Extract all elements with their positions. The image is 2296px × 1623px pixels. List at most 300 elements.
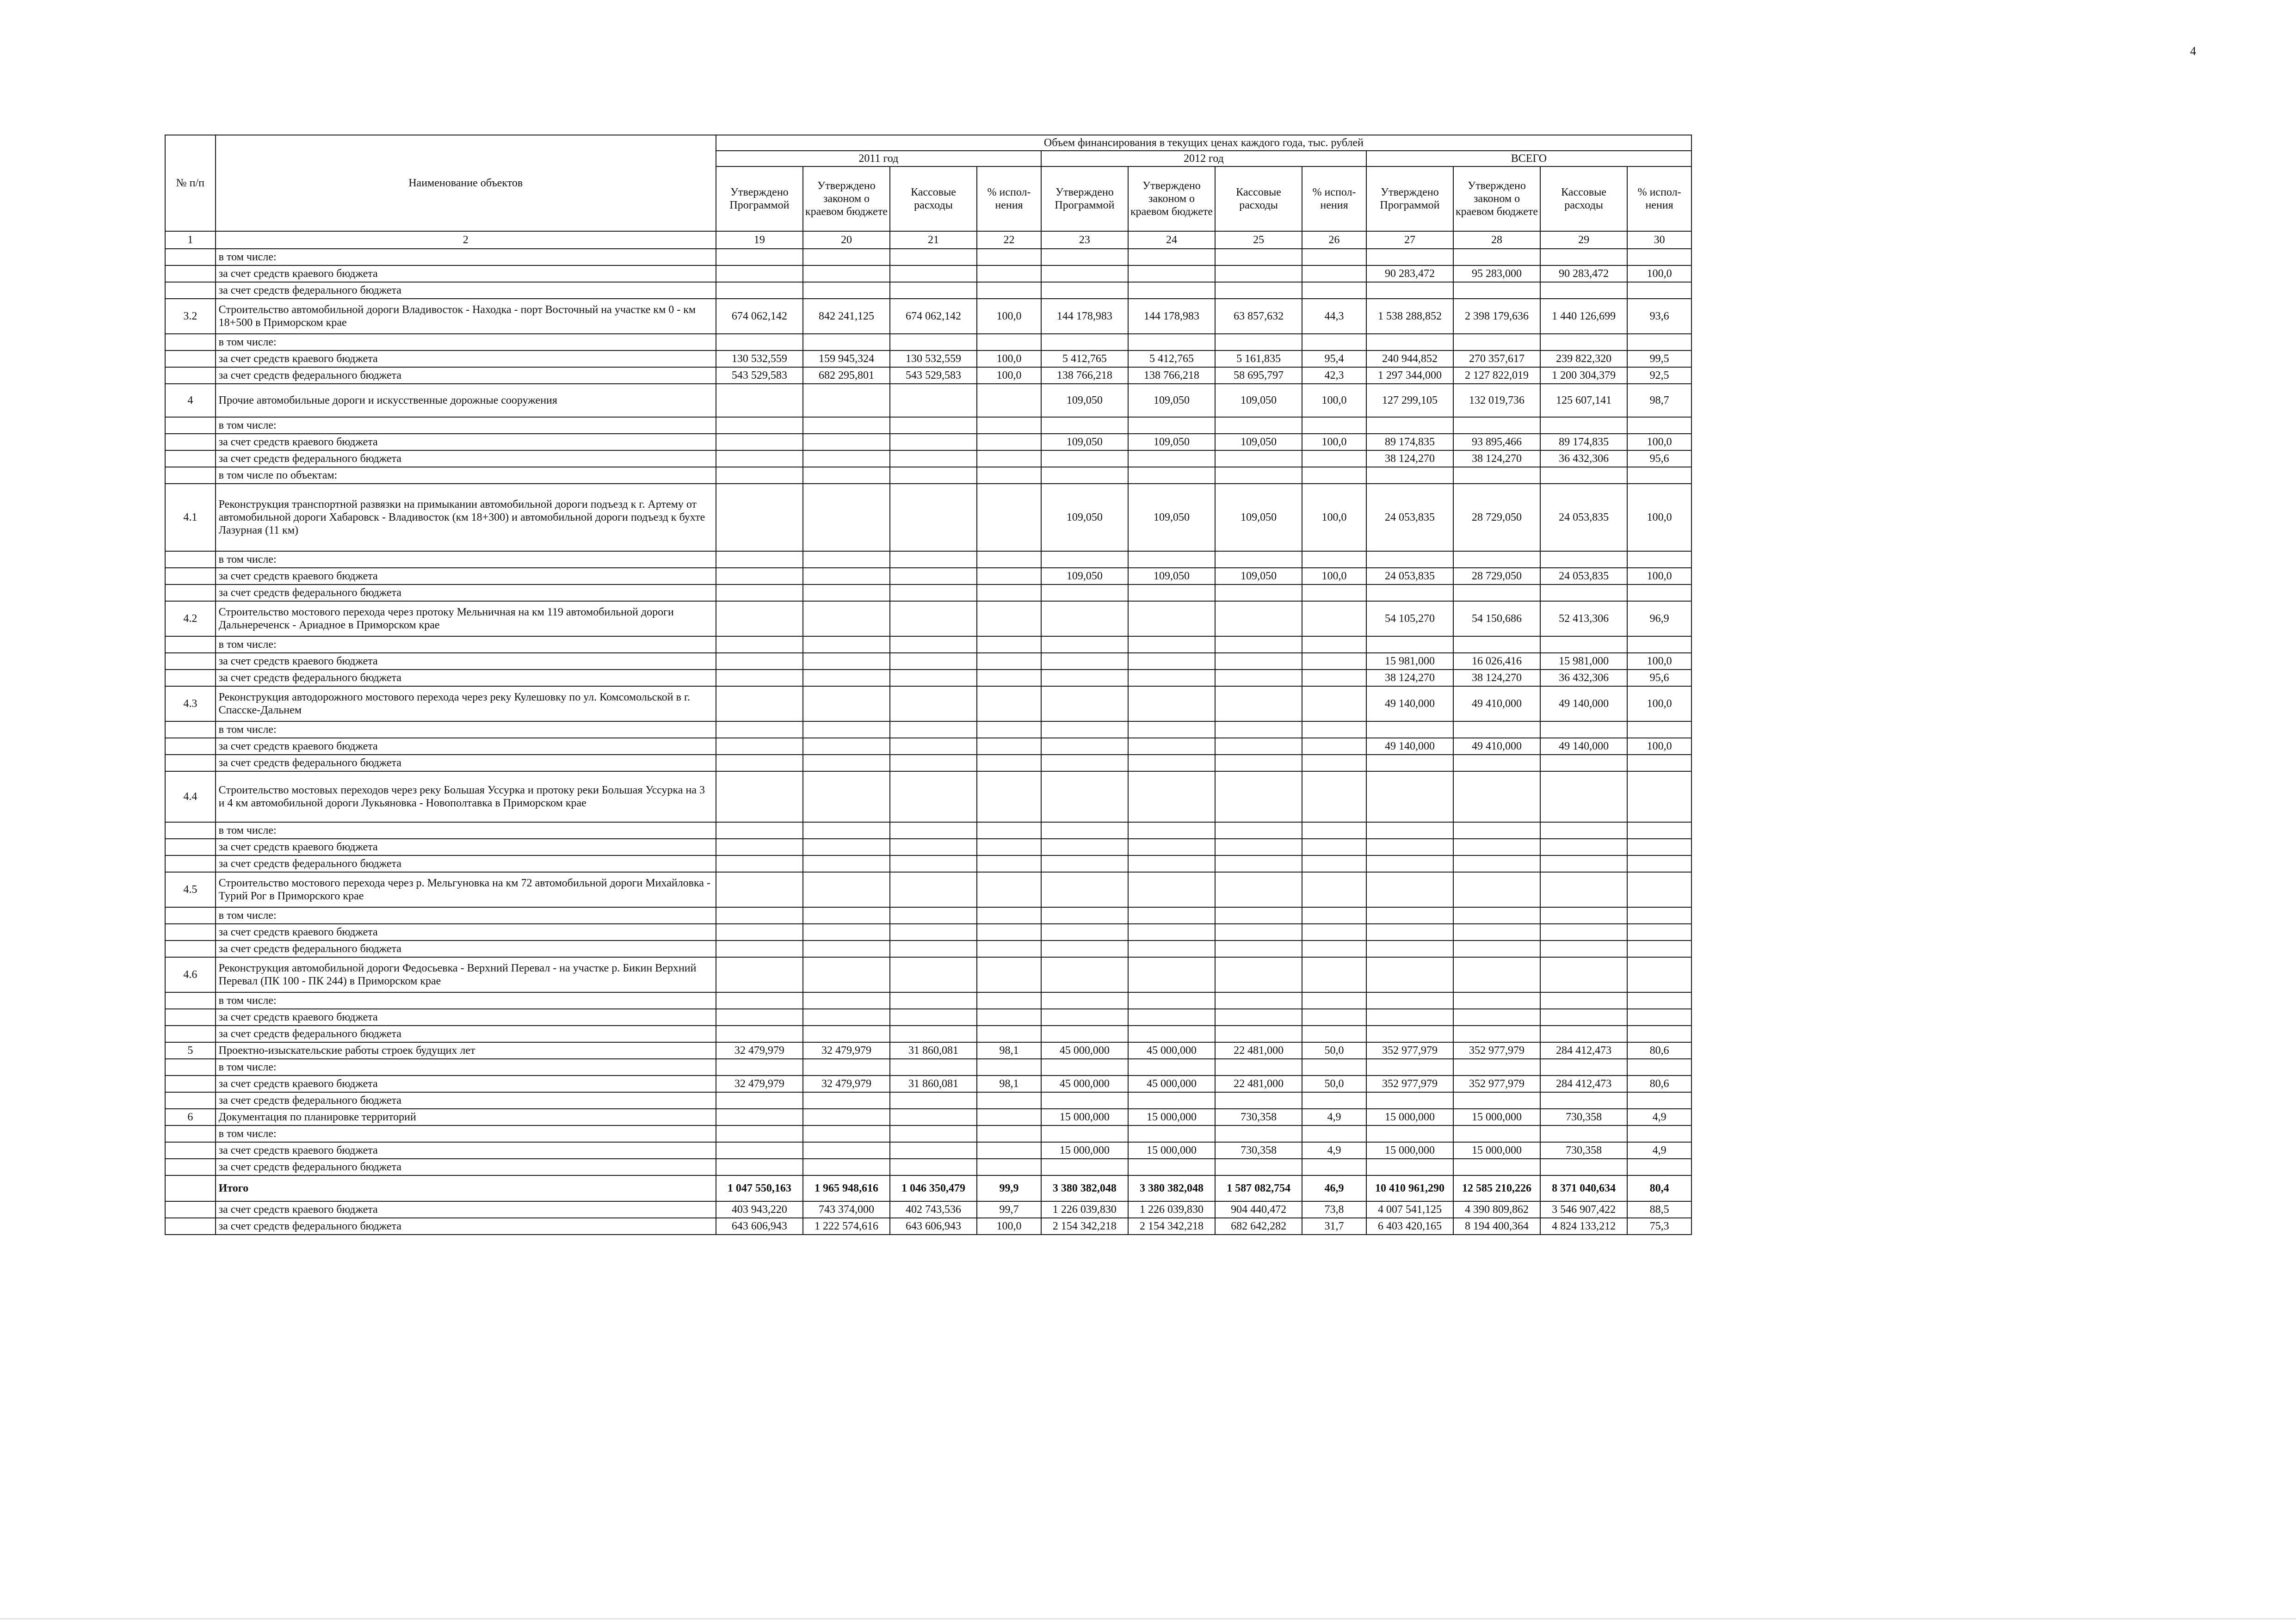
execution-percent-cell: 99,7 [977, 1201, 1041, 1218]
amount-cell: 682 295,801 [803, 367, 890, 384]
execution-percent-cell [1627, 992, 1691, 1009]
amount-cell [716, 872, 803, 907]
amount-cell [1540, 755, 1627, 771]
amount-cell [1453, 839, 1540, 855]
object-name: Прочие автомобильные дороги и искусственные дорожные сооружения [216, 384, 716, 417]
header-group-title: Объем финансирования в текущих ценах каждого года, тыс. рублей [716, 135, 1691, 151]
table-row [165, 839, 1691, 855]
execution-percent-cell [1302, 584, 1366, 601]
amount-cell [1453, 1125, 1540, 1142]
amount-cell [716, 334, 803, 350]
amount-cell [890, 1109, 977, 1125]
execution-percent-cell: 100,0 [1627, 738, 1691, 755]
execution-percent-cell [1627, 1125, 1691, 1142]
amount-cell [1041, 957, 1128, 992]
amount-cell: 90 283,472 [1540, 265, 1627, 282]
object-name: за счет средств федерального бюджета [216, 941, 716, 957]
header-execution-percent: % испол-нения [1627, 166, 1691, 231]
amount-cell: 109,050 [1041, 384, 1128, 417]
amount-cell [716, 1009, 803, 1026]
amount-cell [716, 601, 803, 636]
header-num: № п/п [165, 135, 216, 231]
amount-cell [1540, 721, 1627, 738]
object-name: за счет средств краевого бюджета [216, 1142, 716, 1159]
amount-cell [1128, 265, 1215, 282]
table-row [165, 467, 1691, 484]
execution-percent-cell: 100,0 [977, 299, 1041, 334]
amount-cell [1215, 738, 1302, 755]
amount-cell: 15 000,000 [1041, 1109, 1128, 1125]
execution-percent-cell [1627, 771, 1691, 822]
execution-percent-cell [977, 584, 1041, 601]
amount-cell [716, 636, 803, 653]
amount-cell: 1 047 550,163 [716, 1175, 803, 1201]
row-number [165, 755, 216, 771]
object-name: в том числе по объектам: [216, 467, 716, 484]
row-number [165, 1092, 216, 1109]
execution-percent-cell: 92,5 [1627, 367, 1691, 384]
row-number [165, 1009, 216, 1026]
row-number [165, 839, 216, 855]
amount-cell [1041, 822, 1128, 839]
amount-cell [716, 653, 803, 670]
amount-cell [716, 1109, 803, 1125]
amount-cell [803, 670, 890, 686]
amount-cell: 45 000,000 [1128, 1076, 1215, 1092]
amount-cell [803, 1142, 890, 1159]
amount-cell [1215, 1159, 1302, 1175]
col-number: 23 [1041, 231, 1128, 249]
amount-cell [716, 738, 803, 755]
amount-cell [1366, 282, 1453, 299]
col-number: 20 [803, 231, 890, 249]
amount-cell: 58 695,797 [1215, 367, 1302, 384]
amount-cell [1366, 855, 1453, 872]
row-number [165, 350, 216, 367]
table-row [165, 670, 1691, 686]
row-number [165, 467, 216, 484]
amount-cell [716, 721, 803, 738]
execution-percent-cell: 50,0 [1302, 1076, 1366, 1092]
amount-cell [1540, 1026, 1627, 1042]
amount-cell: 93 895,466 [1453, 434, 1540, 450]
execution-percent-cell [1627, 1159, 1691, 1175]
table-header [165, 135, 1691, 249]
amount-cell [1366, 584, 1453, 601]
amount-cell: 15 000,000 [1128, 1109, 1215, 1125]
header-approved-program: Утверждено Программой [1366, 166, 1453, 231]
col-number: 1 [165, 231, 216, 249]
amount-cell [1540, 334, 1627, 350]
table-row [165, 771, 1691, 822]
amount-cell [1128, 249, 1215, 265]
amount-cell [1041, 467, 1128, 484]
amount-cell [890, 907, 977, 924]
object-name: Строительство автомобильной дороги Владивосток - Находка - порт Восточный на участке км 0 - км 18+500 в Приморском крае [216, 299, 716, 334]
amount-cell [1128, 1125, 1215, 1142]
table-row [165, 282, 1691, 299]
amount-cell: 144 178,983 [1041, 299, 1128, 334]
amount-cell: 1 226 039,830 [1128, 1201, 1215, 1218]
execution-percent-cell: 88,5 [1627, 1201, 1691, 1218]
amount-cell [1041, 417, 1128, 434]
amount-cell [890, 653, 977, 670]
amount-cell: 138 766,218 [1128, 367, 1215, 384]
financing-table [165, 135, 1692, 1235]
execution-percent-cell [977, 450, 1041, 467]
amount-cell: 49 140,000 [1540, 738, 1627, 755]
amount-cell [1215, 822, 1302, 839]
execution-percent-cell [977, 957, 1041, 992]
execution-percent-cell [977, 822, 1041, 839]
execution-percent-cell: 95,6 [1627, 450, 1691, 467]
row-number: 4.2 [165, 601, 216, 636]
execution-percent-cell: 80,6 [1627, 1042, 1691, 1059]
row-number [165, 584, 216, 601]
amount-cell: 144 178,983 [1128, 299, 1215, 334]
amount-cell [803, 568, 890, 584]
table-row [165, 568, 1691, 584]
execution-percent-cell: 31,7 [1302, 1218, 1366, 1235]
amount-cell: 3 380 382,048 [1041, 1175, 1128, 1201]
amount-cell [1453, 924, 1540, 941]
amount-cell: 24 053,835 [1366, 568, 1453, 584]
amount-cell: 12 585 210,226 [1453, 1175, 1540, 1201]
amount-cell [1128, 467, 1215, 484]
amount-cell: 270 357,617 [1453, 350, 1540, 367]
amount-cell [1128, 1092, 1215, 1109]
table-row [165, 1125, 1691, 1142]
amount-cell [803, 417, 890, 434]
amount-cell: 2 154 342,218 [1041, 1218, 1128, 1235]
table-row [165, 350, 1691, 367]
amount-cell [1215, 839, 1302, 855]
amount-cell [1540, 1059, 1627, 1076]
table-row [165, 941, 1691, 957]
amount-cell: 730,358 [1540, 1142, 1627, 1159]
object-name: за счет средств краевого бюджета [216, 839, 716, 855]
header-approved-program: Утверждено Программой [716, 166, 803, 231]
amount-cell [1453, 855, 1540, 872]
table-row [165, 907, 1691, 924]
amount-cell [1540, 941, 1627, 957]
execution-percent-cell [1302, 822, 1366, 839]
object-name: в том числе: [216, 992, 716, 1009]
amount-cell [1128, 957, 1215, 992]
amount-cell: 109,050 [1128, 568, 1215, 584]
amount-cell: 28 729,050 [1453, 568, 1540, 584]
amount-cell [803, 1092, 890, 1109]
amount-cell: 15 000,000 [1453, 1109, 1540, 1125]
amount-cell [803, 1159, 890, 1175]
execution-percent-cell [1302, 992, 1366, 1009]
amount-cell: 125 607,141 [1540, 384, 1627, 417]
execution-percent-cell [1627, 1059, 1691, 1076]
amount-cell [1041, 755, 1128, 771]
amount-cell [890, 1092, 977, 1109]
amount-cell: 52 413,306 [1540, 601, 1627, 636]
amount-cell [1453, 721, 1540, 738]
amount-cell [803, 755, 890, 771]
amount-cell: 352 977,979 [1366, 1042, 1453, 1059]
amount-cell [803, 450, 890, 467]
amount-cell [890, 771, 977, 822]
row-number [165, 334, 216, 350]
object-name: в том числе: [216, 249, 716, 265]
table-row [165, 1009, 1691, 1026]
amount-cell [1366, 941, 1453, 957]
amount-cell [1215, 721, 1302, 738]
amount-cell [1540, 822, 1627, 839]
amount-cell [890, 721, 977, 738]
execution-percent-cell: 100,0 [977, 1218, 1041, 1235]
amount-cell [803, 1109, 890, 1125]
amount-cell [1215, 855, 1302, 872]
amount-cell [1215, 755, 1302, 771]
object-name: за счет средств федерального бюджета [216, 367, 716, 384]
amount-cell [1041, 265, 1128, 282]
amount-cell [890, 839, 977, 855]
amount-cell [1453, 1159, 1540, 1175]
amount-cell: 2 154 342,218 [1128, 1218, 1215, 1235]
amount-cell: 4 824 133,212 [1540, 1218, 1627, 1235]
execution-percent-cell [1627, 957, 1691, 992]
amount-cell [1366, 1125, 1453, 1142]
amount-cell [890, 551, 977, 568]
amount-cell [1128, 738, 1215, 755]
table-body [165, 249, 1691, 1235]
row-number [165, 1125, 216, 1142]
amount-cell [1366, 907, 1453, 924]
amount-cell [1540, 1125, 1627, 1142]
amount-cell [1540, 907, 1627, 924]
execution-percent-cell: 96,9 [1627, 601, 1691, 636]
amount-cell [1453, 551, 1540, 568]
amount-cell: 8 194 400,364 [1453, 1218, 1540, 1235]
amount-cell: 6 403 420,165 [1366, 1218, 1453, 1235]
amount-cell: 22 481,000 [1215, 1076, 1302, 1092]
table-row [165, 872, 1691, 907]
amount-cell: 63 857,632 [1215, 299, 1302, 334]
amount-cell [716, 265, 803, 282]
amount-cell [716, 1026, 803, 1042]
amount-cell: 674 062,142 [716, 299, 803, 334]
object-name: в том числе: [216, 1125, 716, 1142]
amount-cell [716, 855, 803, 872]
amount-cell: 36 432,306 [1540, 450, 1627, 467]
amount-cell: 24 053,835 [1366, 484, 1453, 551]
amount-cell [716, 822, 803, 839]
amount-cell: 109,050 [1215, 484, 1302, 551]
column-number-row [165, 231, 1691, 249]
row-number: 4.3 [165, 686, 216, 721]
object-name: за счет средств федерального бюджета [216, 755, 716, 771]
row-number [165, 992, 216, 1009]
execution-percent-cell: 100,0 [1627, 653, 1691, 670]
amount-cell [1128, 551, 1215, 568]
amount-cell [1128, 1026, 1215, 1042]
amount-cell [1128, 686, 1215, 721]
execution-percent-cell [977, 265, 1041, 282]
object-name: за счет средств краевого бюджета [216, 568, 716, 584]
amount-cell: 109,050 [1215, 568, 1302, 584]
header-approved-program: Утверждено Программой [1041, 166, 1128, 231]
execution-percent-cell [1302, 334, 1366, 350]
amount-cell [1128, 855, 1215, 872]
amount-cell [890, 434, 977, 450]
execution-percent-cell [1302, 249, 1366, 265]
object-name: за счет средств краевого бюджета [216, 653, 716, 670]
amount-cell: 284 412,473 [1540, 1042, 1627, 1059]
row-number: 4 [165, 384, 216, 417]
execution-percent-cell [1302, 601, 1366, 636]
amount-cell [1128, 450, 1215, 467]
execution-percent-cell [1627, 467, 1691, 484]
amount-cell [1215, 1125, 1302, 1142]
amount-cell [1453, 872, 1540, 907]
amount-cell: 49 410,000 [1453, 686, 1540, 721]
amount-cell [716, 992, 803, 1009]
row-number [165, 1201, 216, 1218]
table-row [165, 1201, 1691, 1218]
execution-percent-cell [1302, 771, 1366, 822]
amount-cell: 3 546 907,422 [1540, 1201, 1627, 1218]
execution-percent-cell [977, 249, 1041, 265]
execution-percent-cell [1627, 907, 1691, 924]
row-number [165, 568, 216, 584]
execution-percent-cell [977, 334, 1041, 350]
execution-percent-cell: 100,0 [1627, 568, 1691, 584]
execution-percent-cell [1302, 653, 1366, 670]
table-row [165, 1042, 1691, 1059]
amount-cell: 352 977,979 [1366, 1076, 1453, 1092]
amount-cell: 36 432,306 [1540, 670, 1627, 686]
amount-cell: 4 390 809,862 [1453, 1201, 1540, 1218]
amount-cell [1366, 755, 1453, 771]
execution-percent-cell: 80,4 [1627, 1175, 1691, 1201]
amount-cell [716, 941, 803, 957]
amount-cell [803, 839, 890, 855]
amount-cell [803, 334, 890, 350]
amount-cell: 16 026,416 [1453, 653, 1540, 670]
amount-cell [1453, 467, 1540, 484]
header-cash-expenses: Кассовые расходы [1540, 166, 1627, 231]
amount-cell [1453, 1092, 1540, 1109]
amount-cell [1128, 872, 1215, 907]
amount-cell [1366, 417, 1453, 434]
amount-cell [1453, 907, 1540, 924]
amount-cell [1540, 872, 1627, 907]
amount-cell: 15 000,000 [1041, 1142, 1128, 1159]
amount-cell: 32 479,979 [716, 1042, 803, 1059]
object-name: за счет средств федерального бюджета [216, 670, 716, 686]
object-name: за счет средств краевого бюджета [216, 350, 716, 367]
execution-percent-cell [1302, 907, 1366, 924]
amount-cell: 32 479,979 [803, 1076, 890, 1092]
amount-cell [803, 872, 890, 907]
row-number [165, 1218, 216, 1235]
amount-cell [1453, 1059, 1540, 1076]
amount-cell [890, 601, 977, 636]
amount-cell [803, 924, 890, 941]
amount-cell [1453, 1026, 1540, 1042]
object-name: за счет средств краевого бюджета [216, 1009, 716, 1026]
row-number [165, 653, 216, 670]
amount-cell: 90 283,472 [1366, 265, 1453, 282]
amount-cell [803, 384, 890, 417]
amount-cell [1540, 992, 1627, 1009]
amount-cell [716, 686, 803, 721]
amount-cell: 28 729,050 [1453, 484, 1540, 551]
amount-cell [803, 551, 890, 568]
execution-percent-cell [1302, 1009, 1366, 1026]
amount-cell [1128, 334, 1215, 350]
amount-cell [1128, 924, 1215, 941]
amount-cell [1128, 636, 1215, 653]
amount-cell [1128, 839, 1215, 855]
object-name: за счет средств федерального бюджета [216, 282, 716, 299]
row-number [165, 721, 216, 738]
object-name: в том числе: [216, 417, 716, 434]
row-number [165, 941, 216, 957]
execution-percent-cell [977, 601, 1041, 636]
object-name: за счет средств краевого бюджета [216, 1201, 716, 1218]
amount-cell [1041, 1159, 1128, 1175]
amount-cell [1540, 1009, 1627, 1026]
amount-cell: 109,050 [1215, 434, 1302, 450]
amount-cell: 643 606,943 [716, 1218, 803, 1235]
amount-cell: 38 124,270 [1366, 450, 1453, 467]
amount-cell [803, 992, 890, 1009]
row-number [165, 822, 216, 839]
row-number [165, 670, 216, 686]
amount-cell: 1 965 948,616 [803, 1175, 890, 1201]
amount-cell [1453, 822, 1540, 839]
amount-cell [1128, 941, 1215, 957]
amount-cell: 54 150,686 [1453, 601, 1540, 636]
amount-cell [1540, 1092, 1627, 1109]
amount-cell [890, 1026, 977, 1042]
amount-cell [716, 282, 803, 299]
amount-cell [1041, 855, 1128, 872]
header-cash-expenses: Кассовые расходы [1215, 166, 1302, 231]
amount-cell [803, 249, 890, 265]
amount-cell [1366, 721, 1453, 738]
object-name: за счет средств федерального бюджета [216, 1159, 716, 1175]
table-row [165, 1059, 1691, 1076]
execution-percent-cell [977, 670, 1041, 686]
execution-percent-cell: 42,3 [1302, 367, 1366, 384]
row-number [165, 1142, 216, 1159]
amount-cell: 403 943,220 [716, 1201, 803, 1218]
execution-percent-cell [1302, 282, 1366, 299]
amount-cell [890, 872, 977, 907]
amount-cell: 45 000,000 [1041, 1076, 1128, 1092]
amount-cell: 5 412,765 [1041, 350, 1128, 367]
header-approved-law: Утверждено законом о краевом бюджете [803, 166, 890, 231]
amount-cell [890, 417, 977, 434]
row-number: 4.1 [165, 484, 216, 551]
amount-cell [803, 484, 890, 551]
amount-cell [716, 670, 803, 686]
amount-cell [1128, 417, 1215, 434]
amount-cell: 674 062,142 [890, 299, 977, 334]
execution-percent-cell [1627, 755, 1691, 771]
amount-cell [1215, 249, 1302, 265]
table-row [165, 855, 1691, 872]
amount-cell [1540, 924, 1627, 941]
amount-cell [890, 924, 977, 941]
